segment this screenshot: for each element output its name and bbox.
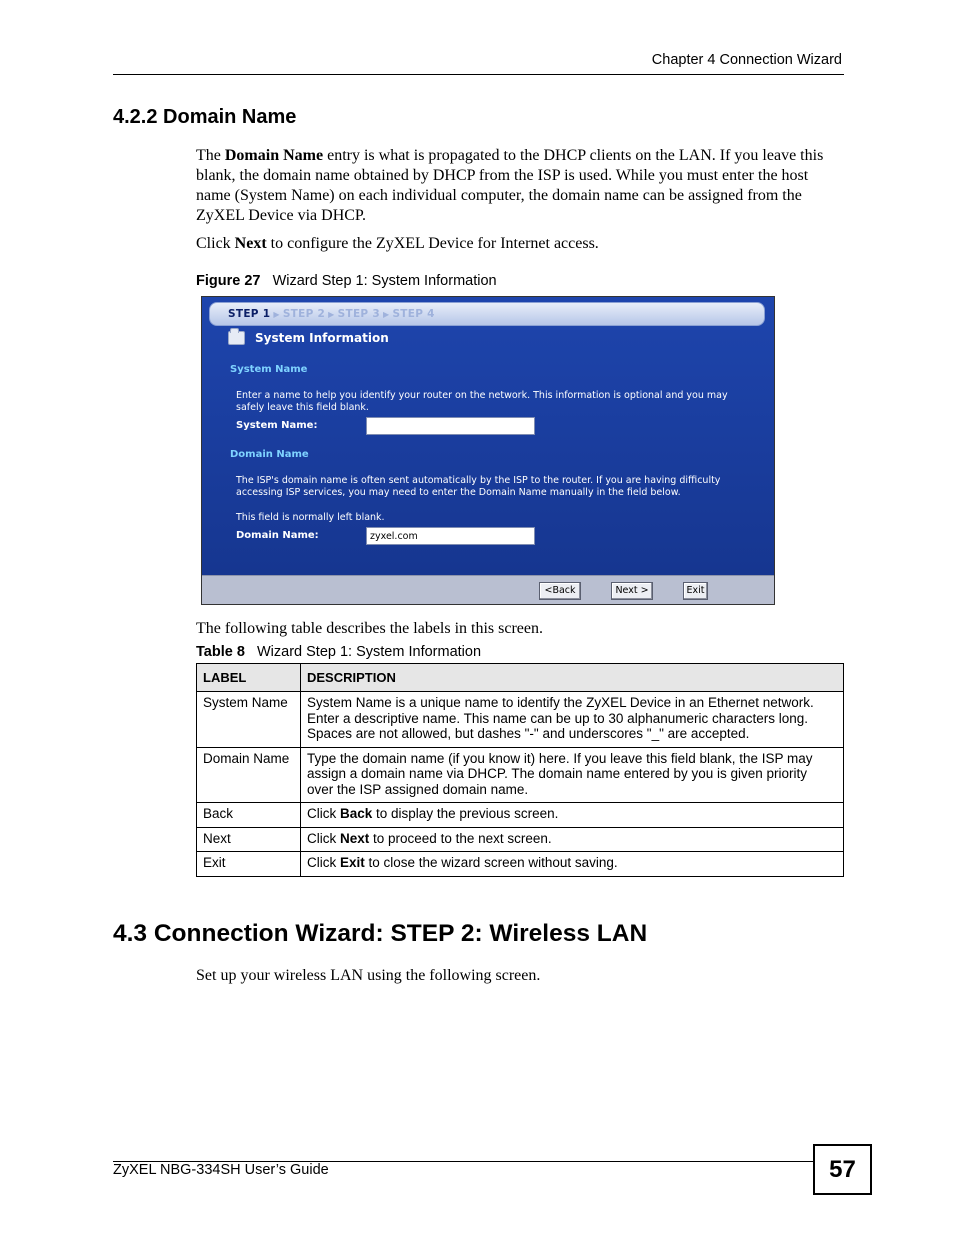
step-3: STEP 3: [337, 308, 380, 320]
row-description: [301, 852, 844, 877]
table-row: [197, 747, 844, 803]
label-description-table: [196, 663, 844, 877]
domain-name-input[interactable]: [366, 527, 535, 545]
row-label: Domain Name: [197, 747, 301, 803]
table-row: [197, 692, 844, 748]
text: entry is what is propagated to the DHCP clients on the LAN. If you leave this blank, the domain name obtained by DHCP from the ISP is used. While you must enter the host name (System Name) on each individual computer, the domain name can be assigned from the ZyXEL Device via DHCP.: [196, 147, 824, 224]
table-row: [197, 803, 844, 828]
paragraph-table-intro: The following table describes the labels in this screen.: [196, 620, 544, 637]
back-button[interactable]: <Back: [539, 582, 581, 600]
text: Click: [307, 830, 340, 846]
step-separator-icon: ▶: [382, 310, 390, 319]
exit-button[interactable]: Exit: [683, 582, 708, 600]
text: Click: [307, 806, 340, 821]
text: The: [196, 147, 225, 164]
text: Click: [196, 235, 235, 252]
text: to configure the ZyXEL Device for Internet access.: [266, 235, 599, 252]
step-separator-icon: ▶: [273, 310, 280, 319]
text: to display the previous screen.: [372, 806, 559, 821]
row-description: System Name is a unique name to identify the ZyXEL Device in an Ethernet network. Enter a descriptive name. This name can be up to 30 alphanumeric characters long. Spaces are not allowed, but dashes "-" and underscores "_" are accepted.: [301, 692, 844, 748]
wizard-title: [228, 331, 389, 345]
step-bar: [209, 302, 765, 326]
row-label: Next: [197, 827, 301, 852]
bold-term: Back: [340, 806, 373, 821]
step-list: [228, 308, 435, 320]
bold-term: Exit: [340, 855, 365, 870]
table-number: Table 8: [196, 644, 245, 660]
row-label: Exit: [197, 852, 301, 877]
table-caption: [196, 644, 481, 660]
section-heading-domain-name: 4.2.2 Domain Name: [113, 106, 297, 128]
text: to close the wizard screen without saving.: [364, 855, 618, 870]
system-name-description: Enter a name to help you identify your router on the network. This information is optional and you may safely leave this field blank.: [236, 390, 728, 413]
next-button[interactable]: Next >: [611, 582, 653, 600]
system-name-section-title: System Name: [230, 364, 308, 375]
row-description: [301, 827, 844, 852]
table-title: Wizard Step 1: System Information: [256, 644, 482, 660]
page-number: 57: [813, 1144, 872, 1195]
section-heading-wireless-lan: 4.3 Connection Wizard: STEP 2: Wireless LAN: [113, 920, 648, 947]
folder-icon: [228, 331, 245, 345]
table-header-row: [197, 664, 844, 692]
step-1: STEP 1: [228, 308, 271, 320]
domain-name-section-title: Domain Name: [230, 449, 309, 460]
row-label: Back: [197, 803, 301, 828]
running-header: Chapter 4 Connection Wizard: [651, 52, 842, 68]
column-header-label: LABEL: [197, 664, 301, 692]
paragraph-click-next: [196, 234, 844, 254]
column-header-description: DESCRIPTION: [301, 664, 844, 692]
step-separator-icon: ▶: [328, 310, 335, 319]
wizard-body: [202, 297, 774, 575]
table-row: [197, 827, 844, 852]
step-4: STEP 4: [392, 308, 435, 320]
row-description: [301, 803, 844, 828]
footer-guide-title: ZyXEL NBG-334SH User’s Guide: [113, 1162, 329, 1178]
wizard-screenshot: [201, 296, 775, 605]
domain-name-note: This field is normally left blank.: [236, 512, 385, 523]
figure-title: Wizard Step 1: System Information: [272, 273, 497, 289]
row-description: Type the domain name (if you know it) here. If you leave this field blank, the ISP may assign a domain name via DHCP. The domain name entered by you is given priority over the ISP assigned domain name.: [301, 747, 844, 803]
system-name-input[interactable]: [366, 417, 535, 435]
wizard-button-bar: [202, 575, 774, 604]
bold-term: Domain Name: [224, 147, 324, 164]
bold-term: Next: [234, 235, 267, 252]
step-2: STEP 2: [282, 308, 326, 320]
bold-term: Next: [340, 830, 370, 846]
header-rule: [113, 74, 844, 75]
text: Click: [307, 855, 340, 870]
paragraph-domain-name: [196, 146, 844, 226]
system-name-label: System Name:: [236, 420, 318, 431]
paragraph-wireless-lan: Set up your wireless LAN using the following screen.: [196, 967, 541, 984]
row-label: System Name: [197, 692, 301, 748]
wizard-title-text: System Information: [255, 331, 389, 345]
table-row: [197, 852, 844, 877]
domain-name-label: Domain Name:: [236, 530, 319, 541]
domain-name-description: The ISP's domain name is often sent automatically by the ISP to the router. If you are having difficulty accessing ISP services, you may need to enter the Domain Name manually in the field below.: [236, 475, 721, 498]
text: to proceed to the next screen.: [369, 830, 552, 846]
figure-caption: [196, 273, 497, 289]
figure-number: Figure 27: [196, 273, 261, 289]
